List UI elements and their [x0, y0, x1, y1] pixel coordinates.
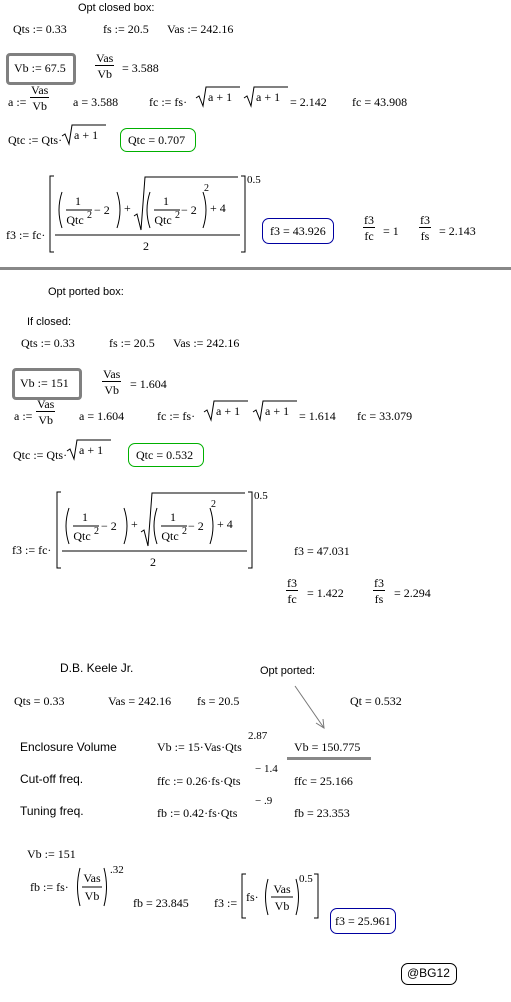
ported-a-def-lhs: a := — [14, 409, 33, 423]
closed-f3-def-lhs: f3 := fc· — [6, 228, 46, 242]
svg-text:0.5: 0.5 — [247, 174, 261, 186]
svg-text:2: 2 — [204, 183, 209, 194]
ported-f3-over-fs-value: = 2.294 — [394, 586, 431, 600]
fraction-denominator: fc — [287, 592, 297, 606]
ported-qtc-value: Qtc = 0.532 — [136, 448, 194, 462]
ported-f3-formula — [55, 488, 271, 572]
tuning-freq-def: fb := 0.42·fs·Qts — [157, 806, 238, 820]
svg-text:− 2: − 2 — [94, 203, 110, 217]
svg-text:a + 1: a + 1 — [79, 443, 104, 457]
ported-fc-def: fc := fs· — [157, 409, 196, 423]
keele-fb-def-lhs: fb := fs· — [30, 880, 69, 894]
svg-text:1: 1 — [75, 194, 81, 208]
fraction-numerator: Vas — [31, 83, 49, 97]
closed-vb-def: Vb := 67.5 — [14, 61, 66, 75]
keele-fb-fraction — [74, 866, 110, 910]
closed-fc-def: fc := fs· — [149, 95, 188, 109]
closed-qtc-sqrt — [62, 124, 107, 146]
closed-a-value: a = 3.588 — [73, 95, 119, 109]
fraction-numerator: f3 — [374, 576, 384, 590]
ported-fc-value: fc = 33.079 — [357, 409, 413, 423]
enclosure-volume-label: Enclosure Volume — [20, 740, 117, 754]
keele-qts: Qts = 0.33 — [14, 694, 65, 708]
svg-text:2: 2 — [94, 526, 99, 537]
fraction-denominator: Vb — [102, 381, 121, 396]
closed-f3-value: f3 = 43.926 — [270, 224, 326, 238]
svg-text:2: 2 — [87, 210, 92, 221]
fraction-numerator: Vas — [103, 367, 121, 381]
closed-f3-over-fs-value: = 2.143 — [439, 224, 476, 238]
ported-vas-def: Vas := 242.16 — [173, 336, 240, 350]
ported-sqrt-value: = 1.614 — [299, 409, 336, 423]
closed-f3-formula — [48, 172, 264, 256]
tuning-freq-value: fb = 23.353 — [294, 806, 350, 820]
keele-fb-value: fb = 23.845 — [133, 896, 189, 910]
keele-vb-def: Vb := 151 — [27, 847, 76, 861]
ported-fs-def: fs := 20.5 — [109, 336, 155, 350]
svg-text:Vb: Vb — [274, 899, 290, 913]
fraction-denominator: fc — [364, 229, 374, 243]
ported-f3-def-lhs: f3 := fc· — [12, 543, 52, 557]
closed-qtc-value: Qtc = 0.707 — [128, 133, 186, 147]
ported-a-value: a = 1.604 — [79, 409, 125, 423]
ported-box-title: Opt ported box: — [48, 286, 124, 298]
keele-vas: Vas = 242.16 — [108, 694, 172, 708]
ported-qtc-def: Qtc := Qts· — [13, 448, 68, 462]
svg-text:a + 1: a + 1 — [74, 128, 99, 142]
ported-a-fraction — [36, 398, 55, 426]
closed-qtc-def: Qtc := Qts· — [8, 133, 63, 147]
svg-text:a + 1: a + 1 — [265, 404, 290, 418]
closed-a-fraction — [30, 84, 49, 112]
svg-text:2: 2 — [150, 555, 156, 569]
closed-qts-def: Qts := 0.33 — [13, 22, 67, 36]
closed-fc-value: fc = 43.908 — [352, 95, 408, 109]
svg-text:1: 1 — [170, 510, 176, 524]
svg-text:− 2: − 2 — [101, 519, 117, 533]
closed-f3-over-fc — [363, 214, 375, 242]
svg-text:− 2: − 2 — [188, 519, 204, 533]
svg-text:2: 2 — [211, 499, 216, 510]
ported-vb-def: Vb := 151 — [20, 376, 69, 390]
ported-sqrt-expression — [253, 400, 298, 422]
closed-vas-over-vb — [95, 52, 114, 80]
closed-f3-over-fs — [419, 214, 431, 242]
ported-f3-over-fc — [286, 577, 298, 605]
fraction-denominator: Vb — [95, 65, 114, 80]
keele-f3-def-lhs: f3 := — [214, 896, 238, 910]
ported-qtc-sqrt — [67, 439, 112, 461]
credit-label: @BG12 — [407, 966, 450, 980]
ported-qts-def: Qts := 0.33 — [21, 336, 75, 350]
svg-text:+ 4: + 4 — [210, 201, 226, 215]
svg-text:Vb: Vb — [84, 889, 100, 903]
ported-f3-over-fc-value: = 1.422 — [307, 586, 344, 600]
opt-ported-annotation: Opt ported: — [260, 665, 316, 677]
svg-text:2: 2 — [182, 526, 187, 537]
tuning-freq-label: Tuning freq. — [20, 804, 84, 818]
fraction-numerator: f3 — [420, 213, 430, 227]
closed-fc-sqrt — [196, 86, 241, 108]
svg-text:Vas: Vas — [83, 871, 101, 885]
fraction-denominator: Vb — [30, 97, 49, 112]
ported-fc-sqrt — [204, 400, 249, 422]
closed-a-def-lhs: a := — [8, 95, 27, 109]
fraction-numerator: f3 — [287, 576, 297, 590]
svg-text:0.5: 0.5 — [299, 873, 313, 885]
svg-text:Vas: Vas — [273, 882, 291, 896]
ported-f3-over-fs — [373, 577, 385, 605]
svg-text:Qtc: Qtc — [66, 213, 84, 227]
arrow-icon — [290, 684, 330, 734]
svg-text:Qtc: Qtc — [161, 529, 179, 543]
ported-f3-value: f3 = 47.031 — [294, 544, 350, 558]
enclosure-volume-exponent: 2.87 — [248, 730, 268, 742]
tuning-freq-exponent: − .9 — [255, 795, 273, 807]
closed-sqrt-value: = 2.142 — [290, 95, 327, 109]
if-closed-label: If closed: — [27, 316, 72, 328]
ported-vas-over-vb-value: = 1.604 — [130, 377, 167, 391]
svg-text:+ 4: + 4 — [217, 517, 233, 531]
section-divider — [0, 267, 511, 270]
svg-text:a + 1: a + 1 — [208, 90, 233, 104]
cutoff-freq-def: ffc := 0.26·fs·Qts — [157, 774, 241, 788]
keele-title: D.B. Keele Jr. — [60, 661, 134, 675]
keele-fs: fs = 20.5 — [197, 694, 240, 708]
svg-text:1: 1 — [163, 194, 169, 208]
closed-f3-over-fc-value: = 1 — [383, 224, 399, 238]
closed-vas-def: Vas := 242.16 — [167, 22, 234, 36]
svg-text:2: 2 — [143, 239, 149, 253]
keele-f3-formula — [240, 870, 322, 922]
fraction-denominator: fs — [374, 592, 384, 606]
svg-text:+: + — [131, 517, 138, 531]
svg-text:fs·: fs· — [246, 890, 259, 904]
svg-text:a + 1: a + 1 — [256, 90, 281, 104]
svg-text:0.5: 0.5 — [254, 490, 268, 502]
keele-qt: Qt = 0.532 — [350, 694, 402, 708]
closed-sqrt-expression — [244, 86, 289, 108]
svg-text:+: + — [124, 201, 131, 215]
fraction-denominator: fs — [420, 229, 430, 243]
svg-text:− 2: − 2 — [181, 203, 197, 217]
cutoff-freq-exponent: − 1.4 — [255, 763, 278, 775]
svg-text:2: 2 — [175, 210, 180, 221]
cutoff-freq-value: ffc = 25.166 — [294, 774, 353, 788]
closed-box-title: Opt closed box: — [78, 2, 155, 14]
enclosure-volume-value: Vb = 150.775 — [294, 740, 361, 754]
svg-text:Qtc: Qtc — [154, 213, 172, 227]
closed-vas-over-vb-value: = 3.588 — [122, 61, 159, 75]
cutoff-freq-label: Cut-off freq. — [20, 772, 84, 786]
svg-text:1: 1 — [82, 510, 88, 524]
fraction-denominator: Vb — [36, 411, 55, 426]
keele-f3-value: f3 = 25.961 — [335, 914, 391, 928]
keele-fb-exponent: .32 — [110, 864, 124, 876]
svg-text:a + 1: a + 1 — [216, 404, 241, 418]
fraction-numerator: f3 — [364, 213, 374, 227]
svg-text:Qtc: Qtc — [73, 529, 91, 543]
fraction-numerator: Vas — [96, 51, 114, 65]
fraction-numerator: Vas — [37, 397, 55, 411]
closed-fs-def: fs := 20.5 — [103, 22, 149, 36]
enclosure-volume-def: Vb := 15·Vas·Qts — [157, 740, 242, 754]
ported-vas-over-vb — [102, 368, 121, 396]
enclosure-volume-underline — [287, 757, 371, 760]
